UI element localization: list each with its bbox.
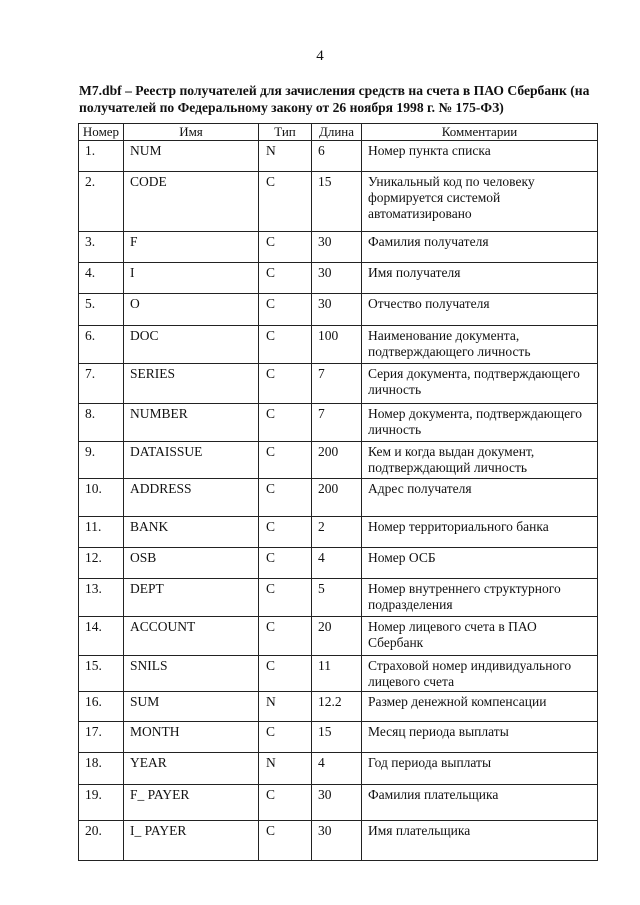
table-row [79,753,598,785]
field-length: 200 [312,479,362,517]
header-type: Тип [259,124,312,141]
table-row [79,232,598,263]
row-number: 8. [79,404,124,442]
field-name: YEAR [124,753,259,785]
field-length: 5 [312,579,362,617]
table-row [79,548,598,579]
field-name: O [124,294,259,326]
field-length: 100 [312,326,362,364]
table-row [79,263,598,294]
field-length: 200 [312,442,362,479]
table-row [79,442,598,479]
table-row [79,617,598,656]
field-type: C [259,517,312,548]
field-length: 30 [312,294,362,326]
field-type: C [259,232,312,263]
field-name: NUMBER [124,404,259,442]
row-number: 12. [79,548,124,579]
table-row [79,692,598,722]
field-comment: Серия документа, подтверждающего личность [362,364,598,404]
field-comment: Имя получателя [362,263,598,294]
field-comment: Месяц периода выплаты [362,722,598,753]
row-number: 6. [79,326,124,364]
field-name: F_ PAYER [124,785,259,821]
table-row [79,364,598,404]
field-type: C [259,479,312,517]
row-number: 10. [79,479,124,517]
field-comment: Номер пункта списка [362,141,598,172]
row-number: 19. [79,785,124,821]
field-length: 30 [312,263,362,294]
field-name: SERIES [124,364,259,404]
field-name: SNILS [124,656,259,692]
row-number: 3. [79,232,124,263]
field-type: C [259,579,312,617]
table-row [79,821,598,861]
field-comment: Номер внутреннего структурного подразделения [362,579,598,617]
table-row [79,579,598,617]
field-length: 6 [312,141,362,172]
field-length: 20 [312,617,362,656]
row-number: 11. [79,517,124,548]
field-name: CODE [124,172,259,232]
header-comments: Комментарии [362,124,598,141]
field-length: 11 [312,656,362,692]
field-type: C [259,172,312,232]
field-comment: Кем и когда выдан документ, подтверждающий личность [362,442,598,479]
field-comment: Номер лицевого счета в ПАО Сбербанк [362,617,598,656]
field-comment: Уникальный код по человеку формируется системой автоматизировано [362,172,598,232]
field-length: 30 [312,232,362,263]
field-length: 15 [312,722,362,753]
field-length: 2 [312,517,362,548]
field-comment: Фамилия плательщика [362,785,598,821]
row-number: 7. [79,364,124,404]
field-comment: Имя плательщика [362,821,598,861]
field-name: BANK [124,517,259,548]
field-comment: Номер территориального банка [362,517,598,548]
table-body [79,141,598,861]
field-comment: Отчество получателя [362,294,598,326]
table-row [79,326,598,364]
field-length: 4 [312,548,362,579]
field-name: DATAISSUE [124,442,259,479]
page-number: 4 [316,48,324,64]
field-type: C [259,263,312,294]
table-row [79,785,598,821]
header-number: Номер [79,124,124,141]
field-type: C [259,364,312,404]
field-type: C [259,617,312,656]
field-name: F [124,232,259,263]
field-length: 30 [312,785,362,821]
field-name: DOC [124,326,259,364]
field-name: SUM [124,692,259,722]
table-row [79,517,598,548]
field-length: 30 [312,821,362,861]
field-length: 12.2 [312,692,362,722]
row-number: 9. [79,442,124,479]
document-title: M7.dbf – Реестр получателей для зачисления средств на счета в ПАО Сбербанк (на получателей по Федеральному закону от 26 ноября 1998 г. № 175-ФЗ) [79,83,590,115]
field-type: C [259,548,312,579]
field-type: C [259,326,312,364]
field-name: NUM [124,141,259,172]
field-name: MONTH [124,722,259,753]
row-number: 14. [79,617,124,656]
row-number: 15. [79,656,124,692]
row-number: 2. [79,172,124,232]
field-type: N [259,692,312,722]
field-comment: Фамилия получателя [362,232,598,263]
field-name: ACCOUNT [124,617,259,656]
field-type: C [259,294,312,326]
field-type: C [259,404,312,442]
table-row [79,141,598,172]
field-type: C [259,656,312,692]
field-comment: Год периода выплаты [362,753,598,785]
field-comment: Адрес получателя [362,479,598,517]
row-number: 5. [79,294,124,326]
field-name: OSB [124,548,259,579]
row-number: 20. [79,821,124,861]
table-row [79,479,598,517]
field-type: C [259,442,312,479]
field-type: C [259,722,312,753]
header-length: Длина [312,124,362,141]
field-comment: Номер документа, подтверждающего личность [362,404,598,442]
field-comment: Размер денежной компенсации [362,692,598,722]
field-name: DEPT [124,579,259,617]
table-row [79,294,598,326]
field-length: 7 [312,364,362,404]
field-length: 15 [312,172,362,232]
field-name: I [124,263,259,294]
row-number: 16. [79,692,124,722]
row-number: 1. [79,141,124,172]
table-row [79,404,598,442]
table-row [79,656,598,692]
row-number: 13. [79,579,124,617]
field-name: ADDRESS [124,479,259,517]
header-name: Имя [124,124,259,141]
table-row [79,172,598,232]
row-number: 17. [79,722,124,753]
field-type: N [259,753,312,785]
row-number: 4. [79,263,124,294]
table-row [79,722,598,753]
field-comment: Наименование документа, подтверждающего личность [362,326,598,364]
field-comment: Номер ОСБ [362,548,598,579]
row-number: 18. [79,753,124,785]
field-type: C [259,785,312,821]
field-comment: Страховой номер индивидуального лицевого счета [362,656,598,692]
field-length: 4 [312,753,362,785]
registry-table [78,123,598,861]
field-name: I_ PAYER [124,821,259,861]
field-type: C [259,821,312,861]
field-type: N [259,141,312,172]
table-header-row [79,124,598,141]
field-length: 7 [312,404,362,442]
